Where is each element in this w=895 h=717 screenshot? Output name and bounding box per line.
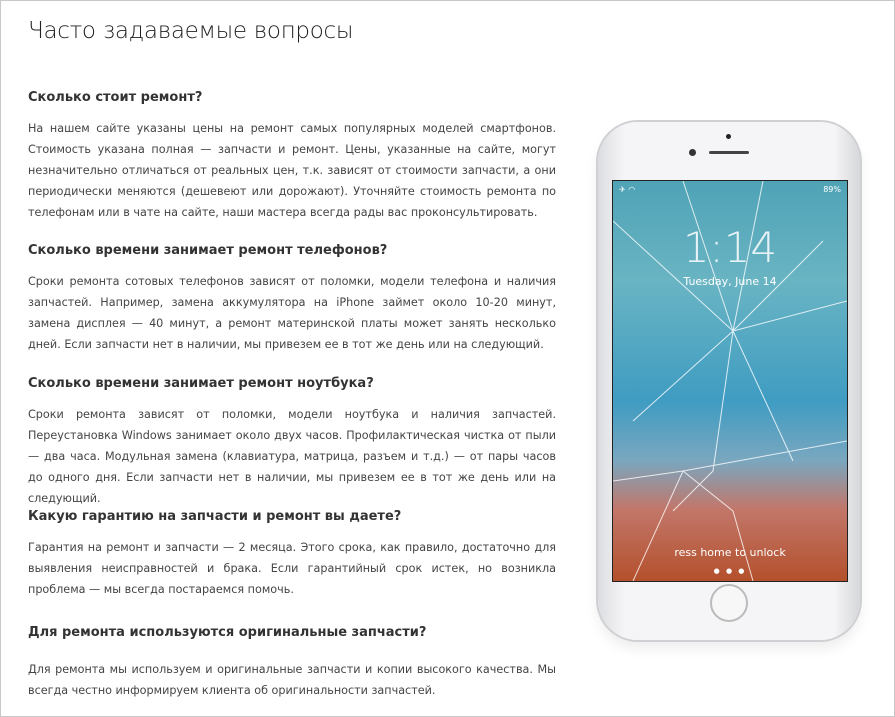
front-camera-icon [689,149,696,156]
faq-question: Для ремонта используются оригинальные запчасти? [28,625,427,640]
broken-iphone-image [598,122,860,640]
faq-answer: Гарантия на ремонт и запчасти — 2 месяца. Этого срока, как правило, достаточно для выявления неисправностей и брака. Если гарантийный срок истек, но возникла проблема — мы всегда постараемся помочь. [28,541,556,596]
lock-time: 1:14 [682,223,778,272]
faq-item [28,625,556,701]
phone-screen [612,180,848,582]
speaker-icon [709,151,749,154]
faq-answer: Сроки ремонта зависят от поломки, модели ноутбука и наличия запчастей. Переустановка Windows занимает около двух часов. Профилактическая чистка от пыли — два часа. Модульная замена (клавиатура, матрица, разъем и т.д.) — от пары часов до одного дня. Если запчасти нет в наличии, мы привезем ее в тот же день или на следующий. [28,408,556,505]
camera-icon [726,134,731,139]
faq-item [28,243,556,355]
lock-date: Tuesday, June 14 [683,275,777,288]
faq-answer: Для ремонта мы используем и оригинальные запчасти и копии высокого качества. Мы всегда честно информируем клиента об оригинальности запчастей. [28,663,556,697]
home-button [710,584,748,622]
battery-level: 89% [823,185,841,194]
faq-question: Сколько времени занимает ремонт телефонов? [28,243,388,258]
faq-answer: Сроки ремонта сотовых телефонов зависят от поломки, модели телефона и наличия запчастей. Например, замена аккумулятора на iPhone займет около 10-20 минут, замена дисплея — 40 минут, а ремонт материнской платы может занять несколько дней. Если запчасти нет в наличии, мы привезем ее в тот же день или на следующий. [28,275,556,351]
page-title: Часто задаваемые вопросы [28,18,354,44]
faq-question: Какую гарантию на запчасти и ремонт вы даете? [28,509,402,524]
page-dots: ● ● ● [713,567,747,575]
faq-item [28,90,556,223]
faq-item [28,509,556,600]
airplane-wifi-icon: ✈ ◠ [619,185,636,194]
faq-question: Сколько стоит ремонт? [28,90,203,105]
faq-answer: На нашем сайте указаны цены на ремонт самых популярных моделей смартфонов. Стоимость указана полная — запчасти и ремонт. Цены, указанные на сайте, могут незначительно отличаться от реальных цен, т.к. зависят от стоимости запчасти, а они периодически меняются (дешевеют или дорожают). Уточняйте стоимость ремонта по телефонам или в чате на сайте, наши мастера всегда рады вас проконсультировать. [28,122,556,219]
unlock-hint: ress home to unlock [674,546,786,559]
screen-cracks [613,181,847,581]
faq-question: Сколько времени занимает ремонт ноутбука? [28,376,374,391]
faq-item [28,376,556,509]
